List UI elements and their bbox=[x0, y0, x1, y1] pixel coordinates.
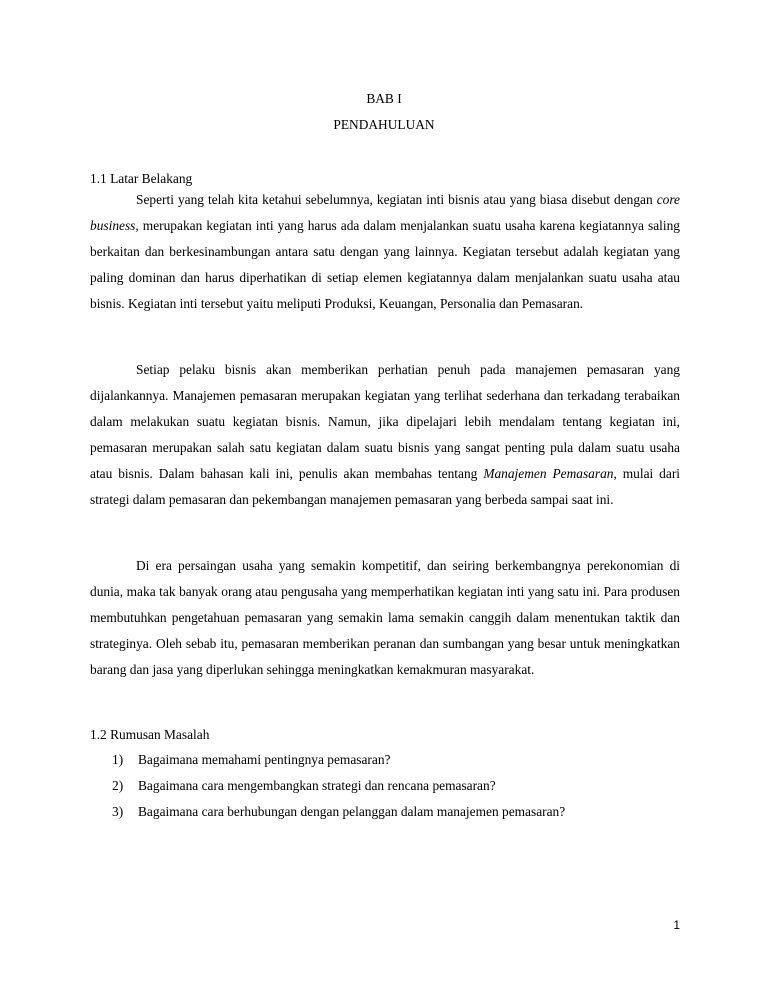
paragraph-2-italic: Manajemen Pemasaran bbox=[483, 466, 614, 481]
section-heading-rumusan-masalah: 1.2 Rumusan Masalah bbox=[90, 727, 210, 742]
chapter-number bbox=[0, 90, 768, 108]
paragraph-2 bbox=[90, 357, 680, 513]
problem-list bbox=[112, 747, 680, 825]
list-item bbox=[112, 799, 680, 825]
chapter-title-text: PENDAHULUAN bbox=[333, 117, 435, 132]
paragraph-3: Di era persaingan usaha yang semakin kompetitif, dan seiring berkembangnya perekonomian di dunia, maka tak banyak orang atau pengusaha yang memperhatikan kegiatan inti yang satu ini. Para produsen membutuhkan pengetahuan pemasaran yang semakin lama semakin canggih dalam menentukan taktik dan strateginya. Oleh sebab itu, pemasaran memberikan peranan dan sumbangan yang besar untuk meningkatkan barang dan jasa yang diperlukan sehingga meningkatkan kemakmuran masyarakat. bbox=[90, 558, 680, 677]
section-heading-latar-belakang: 1.1 Latar Belakang bbox=[90, 171, 193, 186]
paragraph-2-text-b: , mulai dari strategi dalam pemasaran dan pekembangan manajemen pemasaran yang berbeda sampai saat ini. bbox=[90, 466, 681, 507]
paragraph-2-text-a: Setiap pelaku bisnis akan memberikan perhatian penuh pada manajemen pemasaran yang dijalankannya. Manajemen pemasaran merupakan kegiatan yang terlihat sederhana dan terkadang terabaikan dalam melakukan suatu kegiatan bisnis. Namun, jika dipelajari lebih mendalam tentang kegiatan ini, pemasaran merupakan salah satu kegiatan dalam suatu bisnis yang sangat penting pula dalam suatu usaha atau bisnis. Dalam bahasan kali ini, penulis akan membahas tentang bbox=[90, 362, 680, 481]
paragraph-1-text-a: Seperti yang telah kita ketahui sebelumnya, kegiatan inti bisnis atau yang biasa disebut dengan bbox=[136, 192, 657, 207]
list-item-number: 1) bbox=[112, 752, 124, 767]
chapter-title bbox=[0, 116, 768, 134]
list-item-text: Bagaimana memahami pentingnya pemasaran? bbox=[138, 752, 391, 767]
list-item-text: Bagaimana cara berhubungan dengan pelanggan dalam manajemen pemasaran? bbox=[138, 804, 566, 819]
page-number: 1 bbox=[673, 918, 680, 932]
paragraph-1 bbox=[90, 187, 680, 317]
list-item-number: 3) bbox=[112, 804, 124, 819]
list-item bbox=[112, 773, 680, 799]
list-item-text: Bagaimana cara mengembangkan strategi dan rencana pemasaran? bbox=[138, 778, 496, 793]
chapter-number-text: BAB I bbox=[366, 91, 402, 106]
list-item-number: 2) bbox=[112, 778, 124, 793]
paragraph-1-italic: core business, bbox=[90, 192, 680, 233]
list-item bbox=[112, 747, 680, 773]
paragraph-1-text-b: merupakan kegiatan inti yang harus ada dalam menjalankan suatu usaha karena kegiatannya saling berkaitan dan berkesinambungan antara satu dengan yang lainnya. Kegiatan tersebut adalah kegiatan yang paling dominan dan harus diperhatikan di setiap elemen kegiatannya dalam menjalankan suatu usaha atau bisnis. Kegiatan inti tersebut yaitu meliputi Produksi, Keuangan, Personalia dan Pemasaran. bbox=[90, 218, 680, 311]
